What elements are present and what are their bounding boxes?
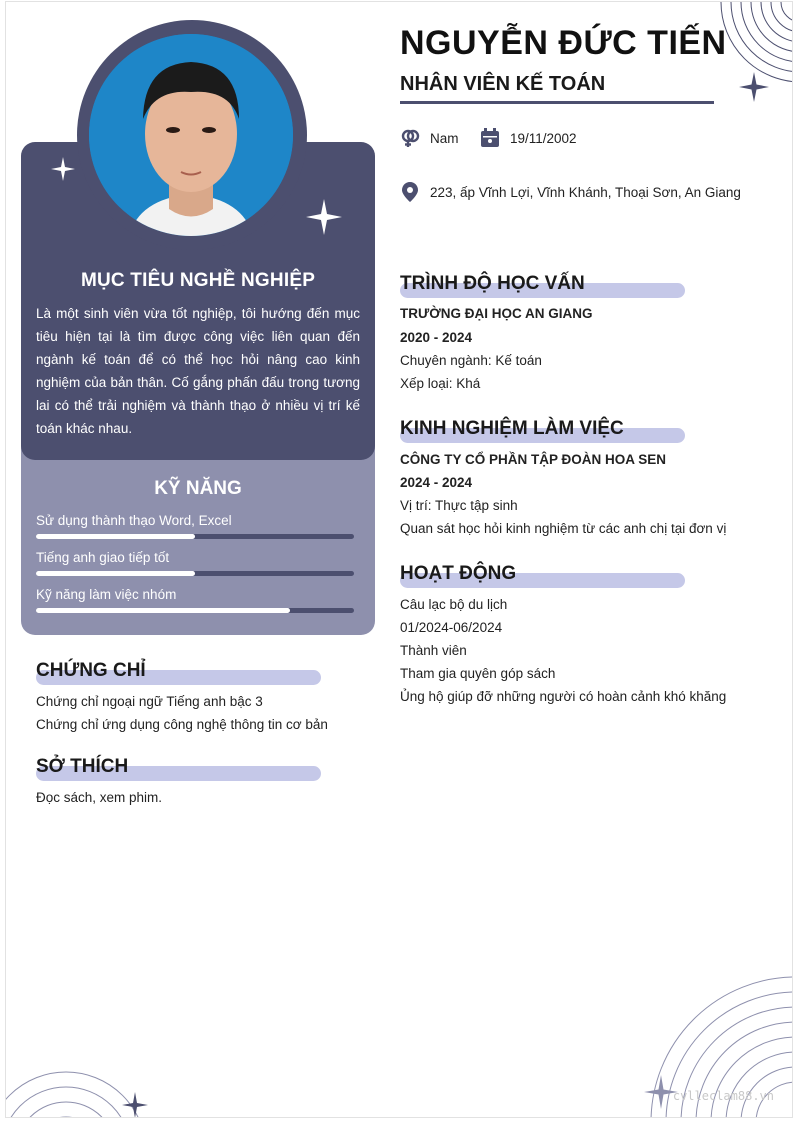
birthday-value: 19/11/2002 bbox=[510, 131, 577, 146]
skill-bar-fill bbox=[36, 534, 195, 539]
candidate-name: NGUYỄN ĐỨC TIẾN bbox=[400, 24, 727, 62]
sparkle-icon bbox=[306, 199, 342, 235]
skill-bar bbox=[36, 608, 354, 613]
education-period: 2020 - 2024 bbox=[400, 330, 473, 345]
skill-label: Tiếng anh giao tiếp tốt bbox=[36, 550, 170, 565]
education-title: TRÌNH ĐỘ HỌC VẤN bbox=[400, 273, 585, 294]
skill-item bbox=[36, 550, 354, 576]
education-major: Chuyên ngành: Kế toán bbox=[400, 353, 542, 368]
activity-line: Thành viên bbox=[400, 643, 467, 658]
location-pin-icon bbox=[400, 182, 420, 202]
gender-icon bbox=[400, 128, 420, 148]
skill-label: Sử dụng thành thạo Word, Excel bbox=[36, 513, 232, 528]
watermark: cvlleclam88.vn bbox=[672, 1089, 774, 1103]
skill-item bbox=[36, 587, 354, 613]
skill-label: Kỹ năng làm việc nhóm bbox=[36, 587, 177, 602]
skills-title: KỸ NĂNG bbox=[154, 478, 242, 499]
activities-title: HOẠT ĐỘNG bbox=[400, 563, 517, 584]
certificates-title: CHỨNG CHỈ bbox=[36, 660, 146, 681]
hobbies-title: SỞ THÍCH bbox=[36, 756, 129, 777]
job-title: NHÂN VIÊN KẾ TOÁN bbox=[400, 73, 606, 95]
calendar-icon bbox=[480, 128, 500, 148]
hobbies-text: Đọc sách, xem phim. bbox=[36, 790, 163, 805]
activity-line: Câu lạc bộ du lịch bbox=[400, 597, 508, 612]
avatar bbox=[89, 34, 293, 236]
education-rank: Xếp loại: Khá bbox=[400, 376, 481, 391]
certificate-item: Chứng chỉ ứng dụng công nghệ thông tin cơ bản bbox=[36, 717, 328, 732]
objective-title: MỤC TIÊU NGHỀ NGHIỆP bbox=[80, 270, 316, 291]
certificate-item: Chứng chỉ ngoại ngữ Tiếng anh bậc 3 bbox=[36, 694, 263, 709]
activity-line: 01/2024-06/2024 bbox=[400, 620, 503, 635]
gender-value: Nam bbox=[430, 131, 459, 146]
skill-bar-fill bbox=[36, 571, 195, 576]
experience-position: Vị trí: Thực tập sinh bbox=[400, 498, 518, 513]
school-name: TRƯỜNG ĐẠI HỌC AN GIANG bbox=[400, 306, 593, 321]
divider bbox=[400, 101, 714, 104]
sparkle-icon bbox=[51, 157, 75, 181]
experience-title: KINH NGHIỆM LÀM VIỆC bbox=[400, 418, 624, 439]
address-value: 223, ấp Vĩnh Lợi, Vĩnh Khánh, Thoại Sơn, An Giang bbox=[430, 185, 741, 200]
skill-bar-fill bbox=[36, 608, 290, 613]
activity-line: Ủng hộ giúp đỡ những người có hoàn cảnh khó khăng bbox=[400, 689, 727, 704]
skill-item bbox=[36, 513, 354, 539]
activity-line: Tham gia quyên góp sách bbox=[400, 666, 556, 681]
experience-description: Quan sát học hỏi kinh nghiệm từ các anh chị tại đơn vị bbox=[400, 521, 727, 536]
skill-bar bbox=[36, 534, 354, 539]
skill-bar bbox=[36, 571, 354, 576]
experience-period: 2024 - 2024 bbox=[400, 475, 473, 490]
sparkle-icon bbox=[122, 1092, 148, 1118]
sparkle-icon bbox=[739, 72, 769, 102]
company-name: CÔNG TY CỔ PHẦN TẬP ĐOÀN HOA SEN bbox=[400, 452, 667, 467]
objective-text: Là một sinh viên vừa tốt nghiệp, tôi hướng đến mục tiêu hiện tại là tìm được công việc liên quan đến ngành kế toán để có thể học hỏi nâng cao kinh nghiệm của bản thân. Cố gắng phấn đấu trong tương lai có thể trải nghiệm và thành thạo ở nhiều vị trí kế toán khác nhau. bbox=[36, 306, 360, 436]
